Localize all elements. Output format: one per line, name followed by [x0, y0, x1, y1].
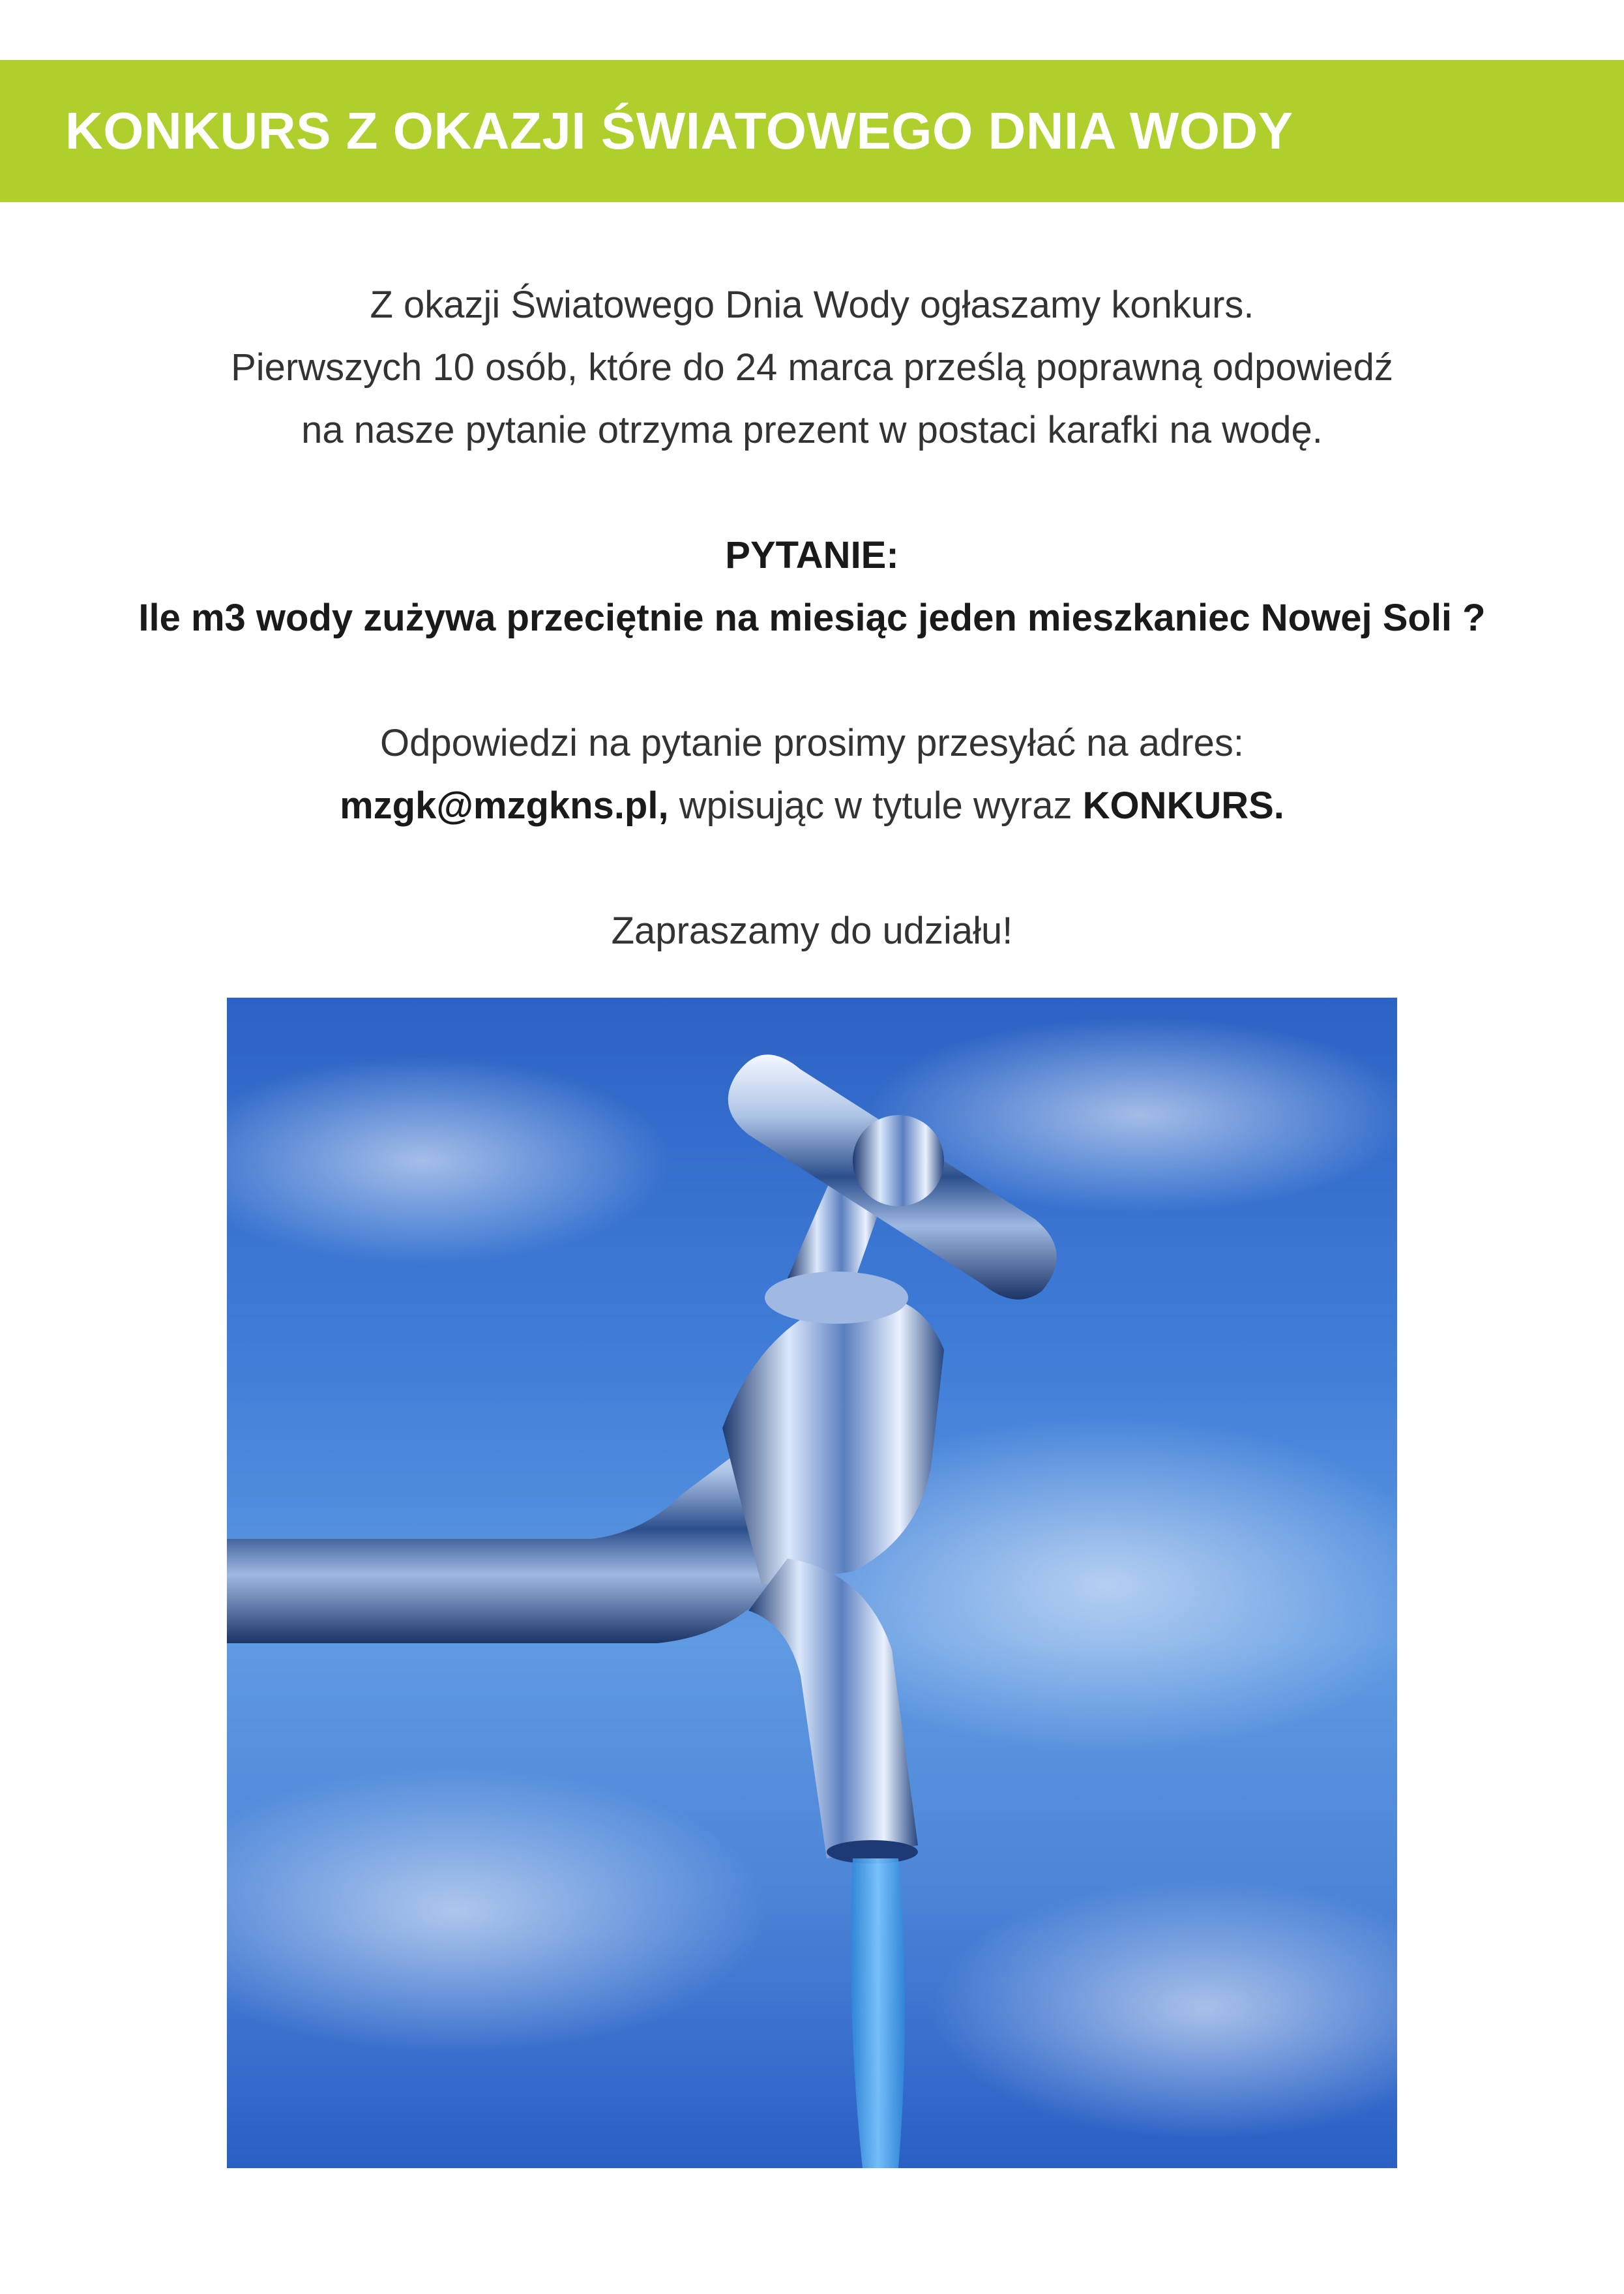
- submission-instruction: wpisując w tytule wyraz: [668, 784, 1083, 827]
- submission-line: Odpowiedzi na pytanie prosimy przesyłać na adres:: [380, 722, 1244, 764]
- spacer: [0, 649, 1624, 712]
- intro-line-1: Z okazji Światowego Dnia Wody ogłaszamy konkurs.: [370, 284, 1254, 326]
- closing-text: Zapraszamy do udziału!: [611, 910, 1013, 952]
- question-label: PYTANIE:: [725, 534, 899, 576]
- spacer: [0, 837, 1624, 900]
- header-banner: [0, 60, 1624, 202]
- water-tap-icon: [227, 998, 1397, 2168]
- intro-line-3: na nasze pytanie otrzyma prezent w postaci karafki na wodę.: [301, 409, 1323, 451]
- spacer: [0, 462, 1624, 524]
- water-tap-photo: [227, 998, 1397, 2168]
- page-title: KONKURS Z OKAZJI ŚWIATOWEGO DNIA WODY: [65, 102, 1293, 160]
- question-text: Ile m3 wody zużywa przeciętnie na miesiąc jeden mieszkaniec Nowej Soli ?: [138, 597, 1486, 639]
- intro-line-2: Pierwszych 10 osób, które do 24 marca prześlą poprawną odpowiedź: [231, 346, 1393, 389]
- submission-address-line: [0, 775, 1624, 837]
- subject-keyword: KONKURS.: [1082, 784, 1284, 827]
- email-address[interactable]: mzgk@mzgkns.pl,: [340, 784, 669, 827]
- announcement-body: [0, 274, 1624, 962]
